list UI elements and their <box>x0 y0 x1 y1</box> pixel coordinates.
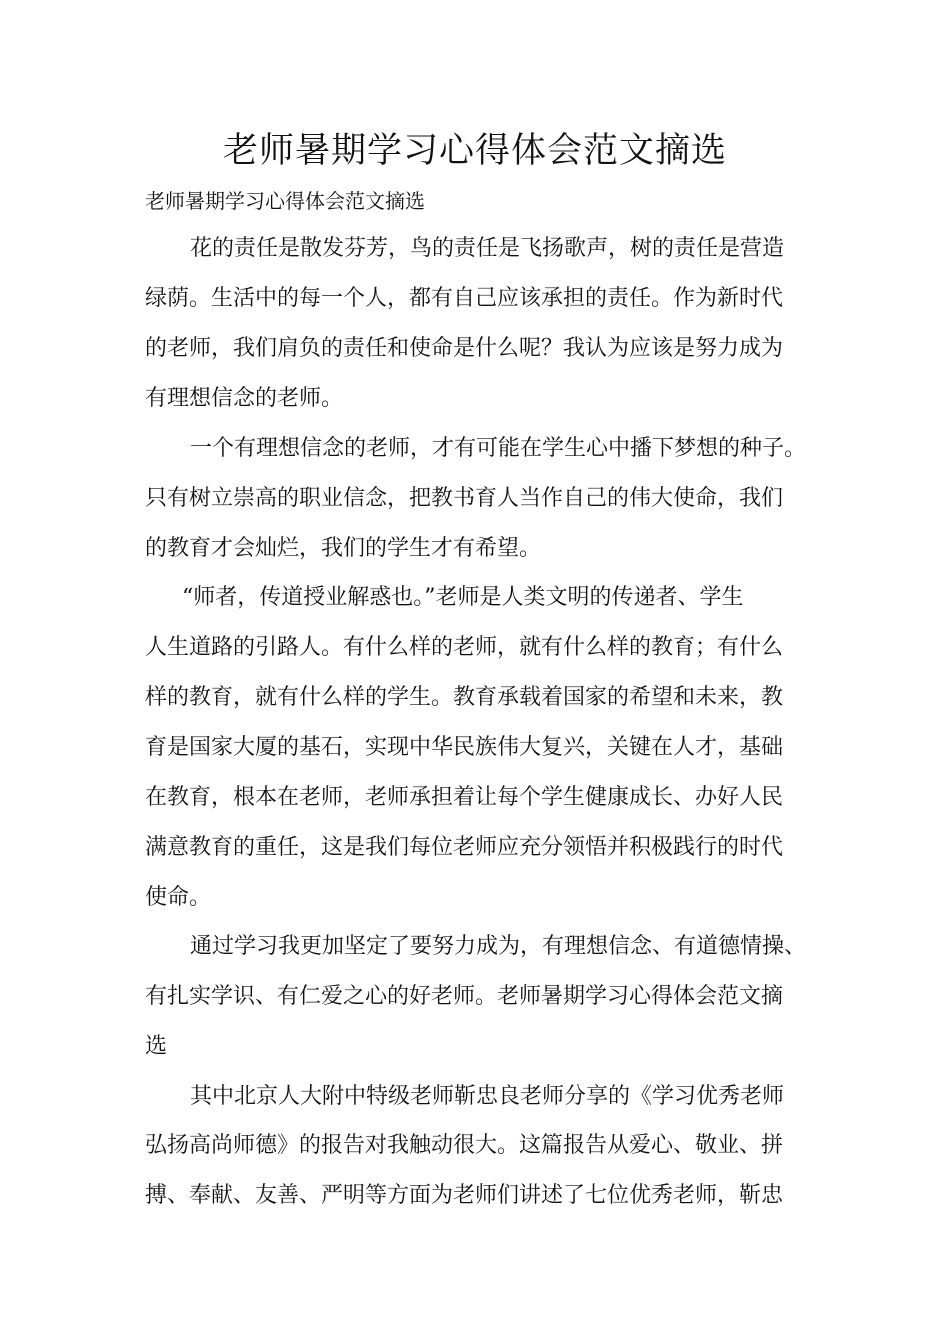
paragraph-5-line-2: 弘扬高尚师德》的报告对我触动很大。这篇报告从爱心、敬业、拼 <box>145 1133 784 1158</box>
paragraph-3-line-1: “师者，传道授业解惑也。”老师是人类文明的传递者、学生 <box>182 585 744 610</box>
paragraph-1-line-4: 有理想信念的老师。 <box>145 386 344 411</box>
paragraph-1-line-2: 绿荫。生活中的每一个人，都有自己应该承担的责任。作为新时代 <box>145 286 784 311</box>
paragraph-1-line-3: 的老师，我们肩负的责任和使命是什么呢？我认为应该是努力成为 <box>145 336 784 361</box>
document-title: 老师暑期学习心得体会范文摘选 <box>222 131 727 171</box>
document-subtitle: 老师暑期学习心得体会范文摘选 <box>145 189 425 213</box>
paragraph-4-line-2: 有扎实学识、有仁爱之心的好老师。老师暑期学习心得体会范文摘 <box>145 984 784 1009</box>
paragraph-3-line-4: 育是国家大厦的基石，实现中华民族伟大复兴，关键在人才，基础 <box>145 735 784 760</box>
paragraph-4-line-1: 通过学习我更加坚定了要努力成为，有理想信念、有道德情操、 <box>190 934 807 959</box>
paragraph-3-line-7: 使命。 <box>145 885 212 910</box>
paragraph-2-line-3: 的教育才会灿烂，我们的学生才有希望。 <box>145 536 542 561</box>
paragraph-5-line-3: 搏、奉献、友善、严明等方面为老师们讲述了七位优秀老师，靳忠 <box>145 1183 784 1208</box>
paragraph-3-line-5: 在教育，根本在老师，老师承担着让每个学生健康成长、办好人民 <box>145 785 784 810</box>
paragraph-3-line-6: 满意教育的重任，这是我们每位老师应充分领悟并积极践行的时代 <box>145 835 784 860</box>
paragraph-2-line-2: 只有树立崇高的职业信念，把教书育人当作自己的伟大使命，我们 <box>145 486 784 511</box>
paragraph-2-line-1: 一个有理想信念的老师，才有可能在学生心中播下梦想的种子。 <box>190 436 807 461</box>
paragraph-1-line-1: 花的责任是散发芬芳，鸟的责任是飞扬歌声，树的责任是营造 <box>190 236 785 261</box>
paragraph-5-line-1: 其中北京人大附中特级老师靳忠良老师分享的《学习优秀老师 <box>190 1084 785 1109</box>
paragraph-3-line-3: 样的教育，就有什么样的学生。教育承载着国家的希望和未来，教 <box>145 685 784 710</box>
paragraph-3-line-2: 人生道路的引路人。有什么样的老师，就有什么样的教育；有什么 <box>145 635 784 660</box>
paragraph-4-line-3: 选 <box>145 1034 168 1059</box>
